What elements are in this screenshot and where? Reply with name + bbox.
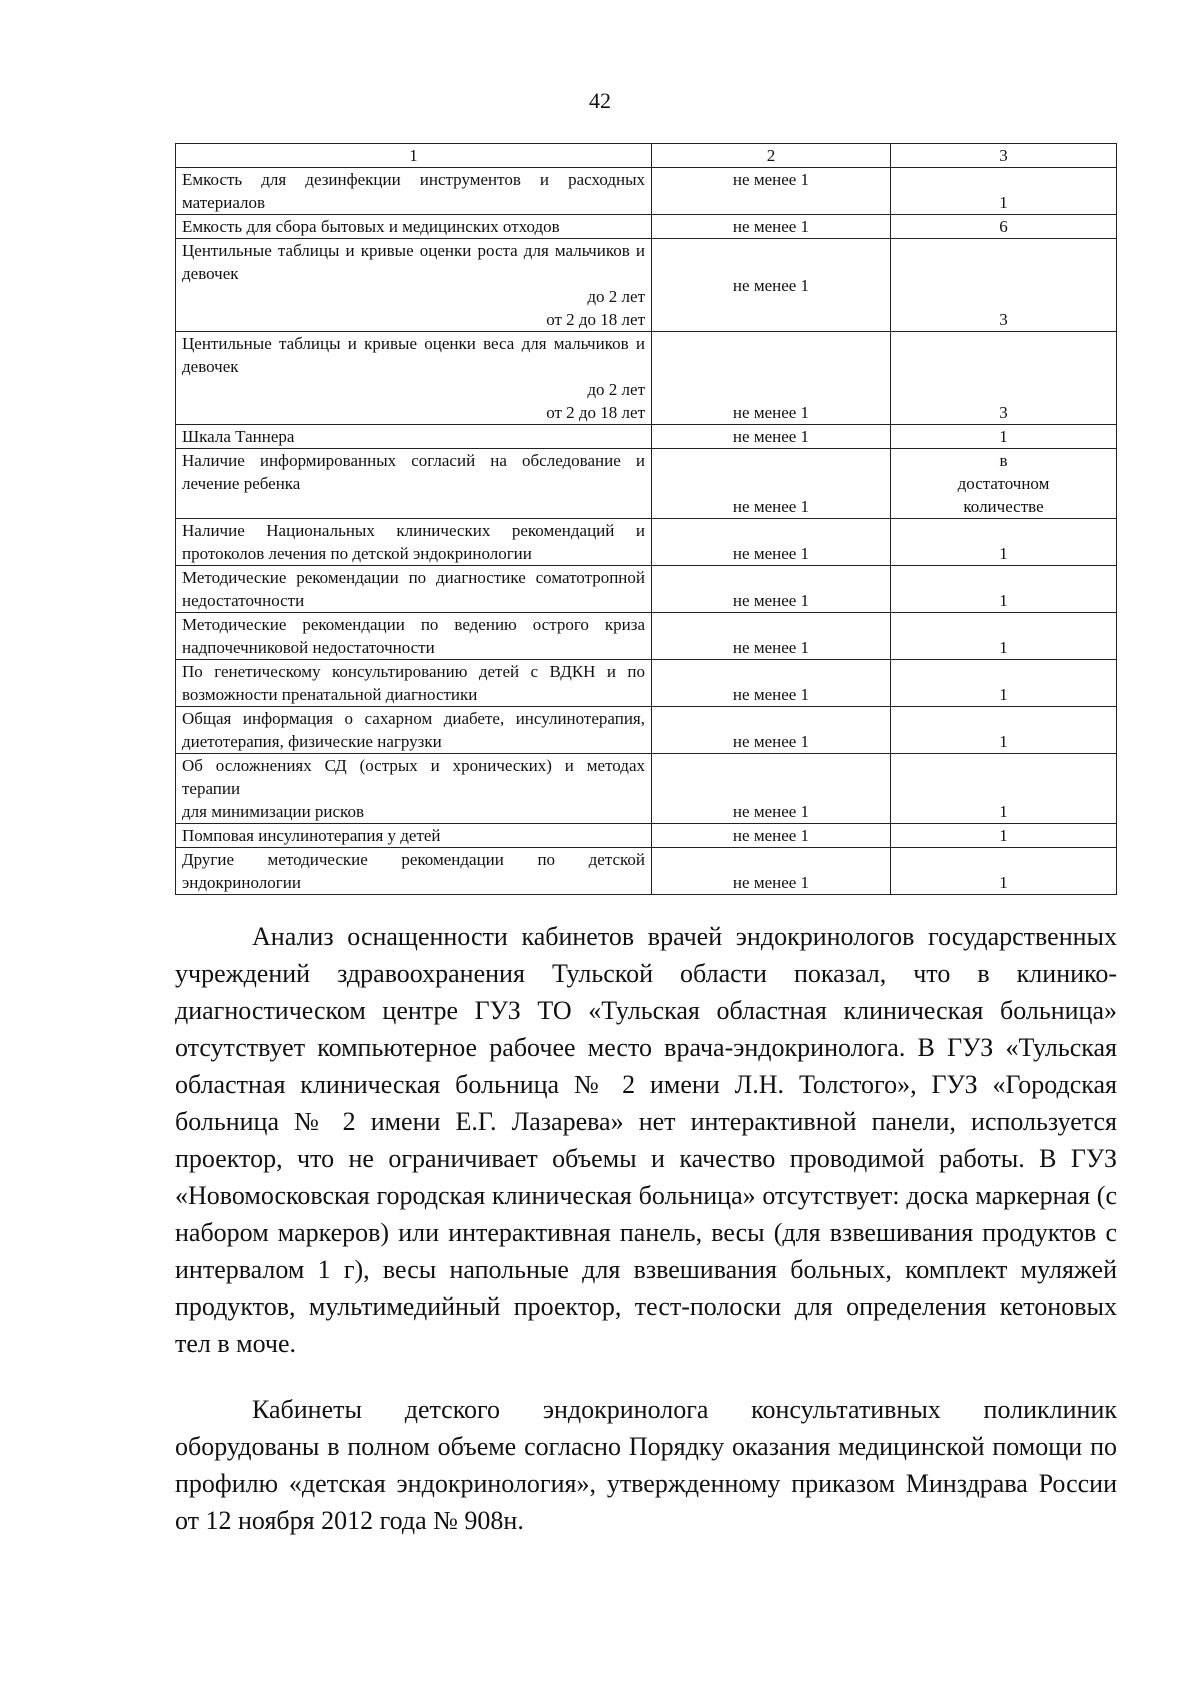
count-cell: 3 [891,332,1117,425]
quantity-cell: не менее 1 [652,824,891,848]
item-name-cell [176,449,652,519]
page-number: 42 [589,88,611,113]
equipment-table-body [176,144,1117,895]
age-range-line: от 2 до 18 лет [546,310,645,329]
paragraph-text: Анализ оснащенности кабинетов врачей эндокринологов государственных учреждений здравоохранения Тульской области показал, что в клинико-диагностическом центре ГУЗ ТО «Тульская областная клиническая больница» отсутствует компьютерное рабочее место врача-эндокринолога. В ГУЗ «Тульская областная клиническая больница № 2 имени Л.Н. Толстого», ГУЗ «Городская больница № 2 имени Е.Г. Лазарева» нет интерактивной панели, используется проектор, что не ограничивает объемы и качество проводимой работы. В ГУЗ «Новомосковская городская клиническая больница» отсутствует: доска маркерная (с набором маркеров) или интерактивная панель, весы (для взвешивания продуктов с интервалом 1 г), весы напольные для взвешивания больных, комплект муляжей продуктов, мультимедийный проектор, тест-полоски для определения кетоновых тел в моче. [175,922,1117,1358]
item-name-line: для минимизации рисков [182,802,364,821]
item-name-cell [176,660,652,707]
table-row [176,707,1117,754]
item-name-line: Об осложнениях СД (острых и хронических) и методах терапии [182,756,645,798]
table-row [176,613,1117,660]
table-row [176,660,1117,707]
count-cell: 1 [891,613,1117,660]
item-name-cell [176,332,652,425]
item-name-line: Методические рекомендации по ведению острого криза [182,615,645,634]
item-name-line: возможности пренатальной диагностики [182,685,478,704]
count-line: достаточном [957,474,1050,493]
count-cell: 3 [891,239,1117,332]
age-range-line: от 2 до 18 лет [546,403,645,422]
quantity-cell: не менее 1 [652,425,891,449]
table-row [176,824,1117,848]
analysis-paragraph [175,918,1117,1362]
quantity-cell: не менее 1 [652,332,891,425]
item-name-line: Центильные таблицы и кривые оценки роста для мальчиков и [182,241,645,260]
quantity-cell: не менее 1 [652,215,891,239]
item-name-line: Шкала Таннера [182,427,295,446]
table-row [176,168,1117,215]
quantity-cell: не менее 1 [652,519,891,566]
quantity-cell: не менее 1 [652,848,891,895]
item-name-line: надпочечниковой недостаточности [182,638,435,657]
table-row [176,332,1117,425]
count-cell: 1 [891,168,1117,215]
equipment-table [175,143,1117,895]
count-cell: 1 [891,425,1117,449]
item-name-line: девочек [182,264,239,283]
table-row [176,239,1117,332]
item-name-cell [176,168,652,215]
quantity-cell: не менее 1 [652,754,891,824]
item-name-cell [176,824,652,848]
count-cell: 1 [891,707,1117,754]
item-name-line: Наличие информированных согласий на обследование и [182,451,645,470]
column-header-3: 3 [891,144,1117,168]
count-cell: 1 [891,660,1117,707]
quantity-cell: не менее 1 [652,566,891,613]
quantity-cell: не менее 1 [652,613,891,660]
item-name-cell [176,425,652,449]
item-name-line: девочек [182,357,239,376]
conclusion-paragraph [175,1391,1117,1539]
count-line: в [999,451,1008,470]
item-name-line: эндокринологии [182,873,301,892]
table-row [176,848,1117,895]
item-name-line: лечение ребенка [182,474,301,493]
item-name-line: Другие методические рекомендации по детской [182,850,645,869]
item-name-line: недостаточности [182,591,305,610]
table-row [176,566,1117,613]
age-range-line: до 2 лет [587,380,645,399]
count-cell: 1 [891,519,1117,566]
item-name-line: Емкость для дезинфекции инструментов и расходных [182,170,645,189]
item-name-line: Общая информация о сахарном диабете, инсулинотерапия, [182,709,645,728]
table-header-row [176,144,1117,168]
table-row [176,519,1117,566]
paragraph-text: Кабинеты детского эндокринолога консультативных поликлиник оборудованы в полном объеме согласно Порядку оказания медицинской помощи по профилю «детская эндокринология», утвержденному приказом Минздрава России от 12 ноября 2012 года № 908н. [175,1395,1117,1535]
item-name-cell [176,754,652,824]
item-name-line: Методические рекомендации по диагностике соматотропной [182,568,645,587]
count-cell: 6 [891,215,1117,239]
item-name-cell [176,707,652,754]
column-header-1: 1 [176,144,652,168]
count-cell: 1 [891,848,1117,895]
count-cell: 1 [891,824,1117,848]
count-line: количестве [963,497,1044,516]
quantity-cell: не менее 1 [652,707,891,754]
quantity-cell: не менее 1 [652,660,891,707]
age-range-line: до 2 лет [587,287,645,306]
item-name-line: протоколов лечения по детской эндокринологии [182,544,532,563]
item-name-line: Центильные таблицы и кривые оценки веса для мальчиков и [182,334,645,353]
item-name-cell [176,519,652,566]
item-name-cell [176,848,652,895]
table-row [176,754,1117,824]
quantity-cell: не менее 1 [652,239,891,332]
count-cell [891,449,1117,519]
count-cell: 1 [891,754,1117,824]
item-name-cell [176,215,652,239]
item-name-line: Емкость для сбора бытовых и медицинских отходов [182,217,560,236]
item-name-cell [176,239,652,332]
item-name-line: Наличие Национальных клинических рекомендаций и [182,521,645,540]
count-cell: 1 [891,566,1117,613]
item-name-line: По генетическому консультированию детей с ВДКН и по [182,662,645,681]
item-name-line: диетотерапия, физические нагрузки [182,732,442,751]
table-row [176,425,1117,449]
quantity-cell: не менее 1 [652,168,891,215]
table-row [176,449,1117,519]
item-name-line: Помповая инсулинотерапия у детей [182,826,441,845]
item-name-cell [176,566,652,613]
item-name-cell [176,613,652,660]
column-header-2: 2 [652,144,891,168]
table-row [176,215,1117,239]
quantity-cell: не менее 1 [652,449,891,519]
item-name-line: материалов [182,193,266,212]
